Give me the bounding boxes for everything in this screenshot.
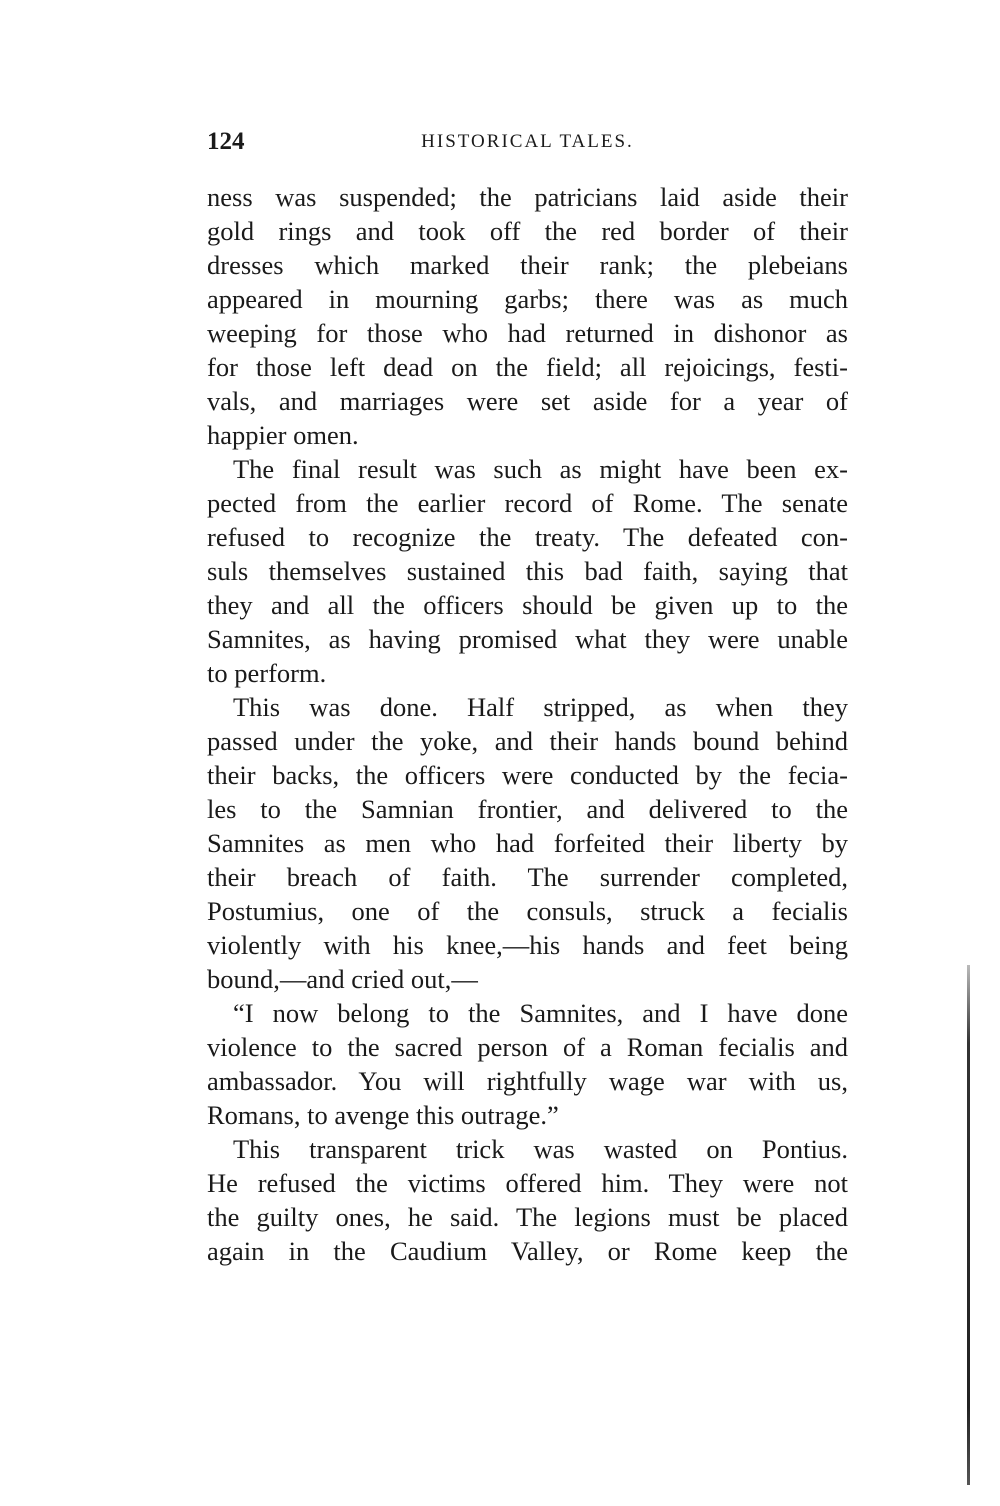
page-header <box>207 128 848 158</box>
text-line: Samnites, as having promised what they were unable <box>207 624 848 654</box>
text-line: violence to the sacred person of a Roman fecialis and <box>207 1032 848 1062</box>
text-line: Romans, to avenge this outrage.” <box>207 1100 559 1130</box>
text-line: bound,—and cried out,— <box>207 964 478 994</box>
text-line: refused to recognize the treaty. The defeated con- <box>207 522 848 552</box>
text-line: again in the Caudium Valley, or Rome keep the <box>207 1236 848 1266</box>
scan-edge-artifact <box>967 965 970 1485</box>
text-line: pected from the earlier record of Rome. The senate <box>207 488 848 518</box>
text-line: dresses which marked their rank; the plebeians <box>207 250 848 280</box>
text-line: their breach of faith. The surrender completed, <box>207 862 848 892</box>
text-line: the guilty ones, he said. The legions must be placed <box>207 1202 848 1232</box>
text-line: This was done. Half stripped, as when they <box>233 692 848 722</box>
text-line: to perform. <box>207 658 327 688</box>
page-body-text <box>207 180 848 1268</box>
text-line: passed under the yoke, and their hands bound behind <box>207 726 848 756</box>
text-line: The final result was such as might have been ex- <box>233 454 848 484</box>
text-line: they and all the officers should be given up to the <box>207 590 848 620</box>
text-line: Postumius, one of the consuls, struck a fecialis <box>207 896 848 926</box>
text-line: gold rings and took off the red border of their <box>207 216 848 246</box>
text-line: happier omen. <box>207 420 359 450</box>
text-line: appeared in mourning garbs; there was as much <box>207 284 848 314</box>
text-line: Samnites as men who had forfeited their liberty by <box>207 828 848 858</box>
text-line: “I now belong to the Samnites, and I have done <box>233 998 848 1028</box>
text-line: their backs, the officers were conducted by the fecia- <box>207 760 848 790</box>
text-line: suls themselves sustained this bad faith, saying that <box>207 556 848 586</box>
running-title: HISTORICAL TALES. <box>421 131 634 152</box>
text-line: weeping for those who had returned in dishonor as <box>207 318 848 348</box>
text-line: This transparent trick was wasted on Pontius. <box>233 1134 848 1164</box>
page-number: 124 <box>207 128 245 155</box>
text-line: ambassador. You will rightfully wage war with us, <box>207 1066 848 1096</box>
text-line: He refused the victims offered him. They were not <box>207 1168 848 1198</box>
text-line: vals, and marriages were set aside for a year of <box>207 386 848 416</box>
text-line: les to the Samnian frontier, and delivered to the <box>207 794 848 824</box>
text-line: for those left dead on the field; all rejoicings, festi- <box>207 352 848 382</box>
text-line: ness was suspended; the patricians laid aside their <box>207 182 848 212</box>
text-line: violently with his knee,—his hands and feet being <box>207 930 848 960</box>
